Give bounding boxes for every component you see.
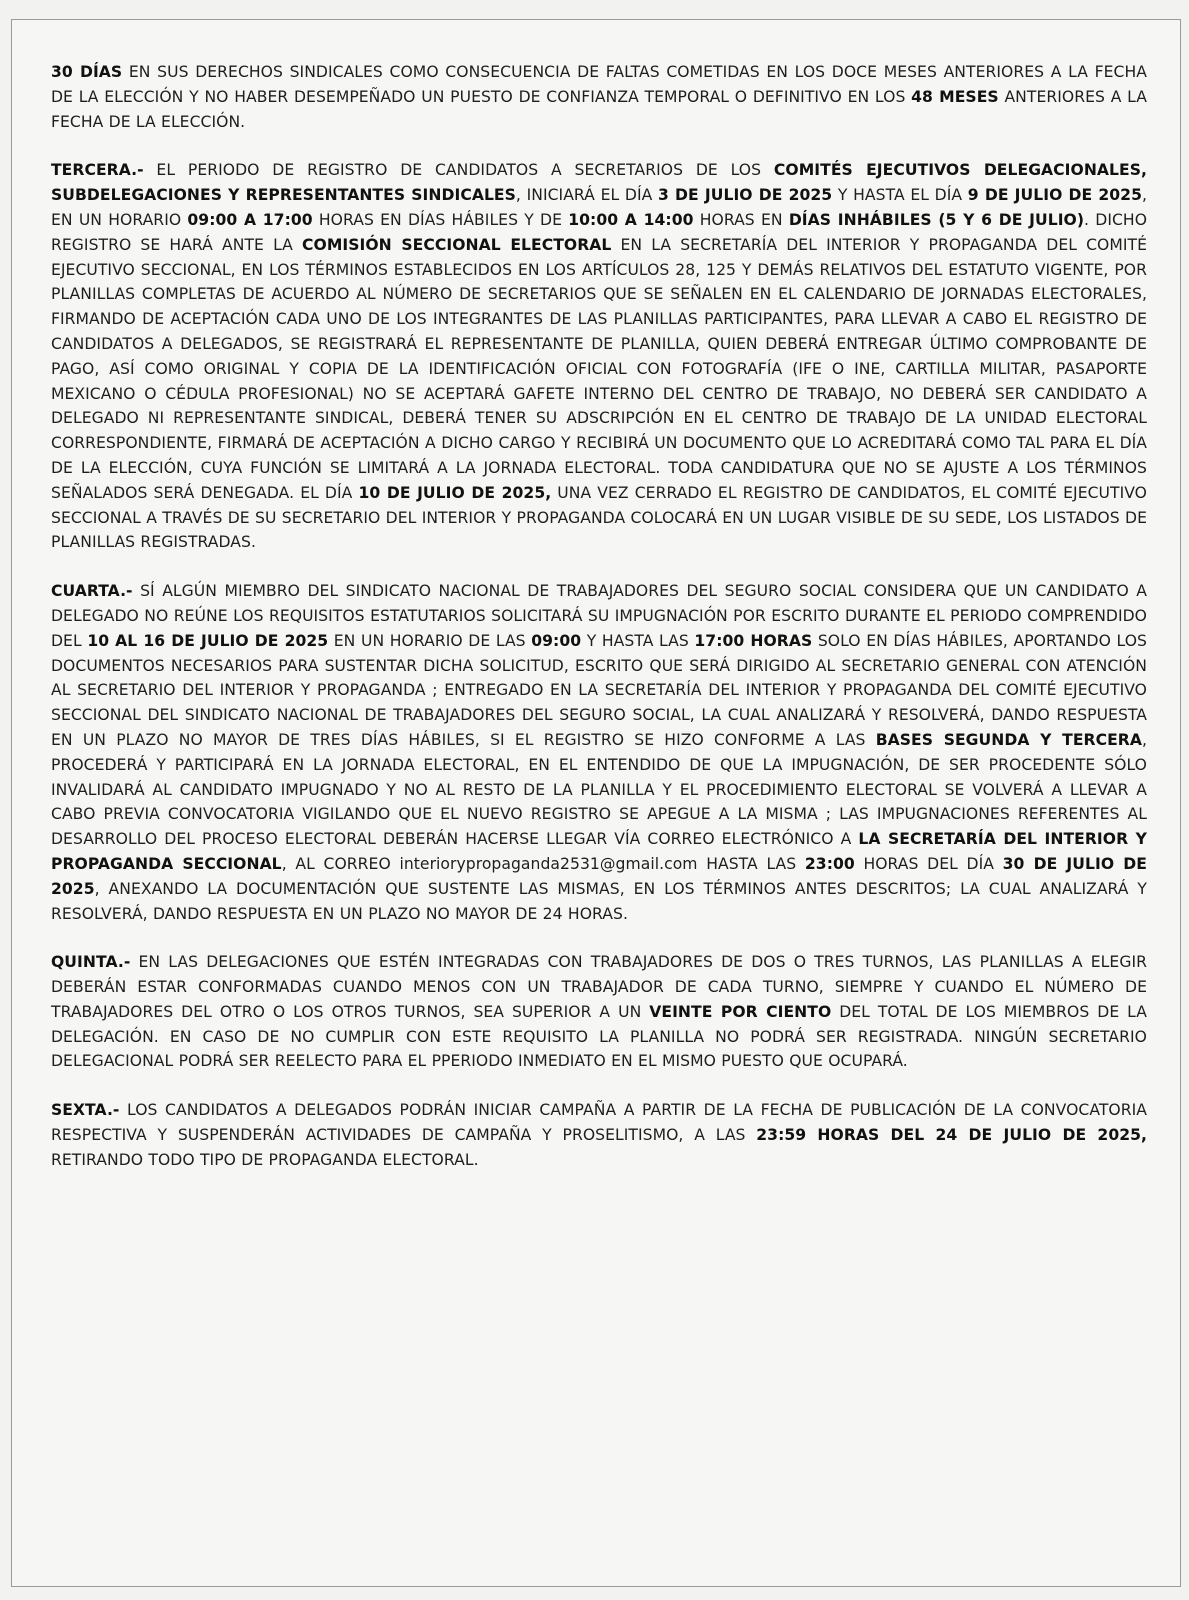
bold-text: 10 AL 16 DE JULIO DE 2025 bbox=[87, 631, 329, 650]
email-address: interiorypropaganda2531@gmail.com bbox=[399, 854, 698, 873]
document-body bbox=[51, 60, 1147, 1173]
bold-text: 10:00 A 14:00 bbox=[568, 210, 694, 229]
bold-text: DÍAS INHÁBILES (5 Y 6 DE JULIO) bbox=[788, 210, 1085, 229]
bold-text: COMITÉS EJECUTIVOS DELEGACIONALES, SUBDELEGACIONES Y REPRESENTANTES SINDICALES bbox=[51, 161, 1147, 205]
body-text: . DICHO REGISTRO SE HARÁ ANTE LA bbox=[51, 210, 1148, 254]
bold-text: 17:00 HORAS bbox=[694, 631, 813, 650]
body-text: SOLO EN DÍAS HÁBILES, APORTANDO LOS DOCUMENTOS NECESARIOS PARA SUSTENTAR DICHA SOLICITUD, ESCRITO QUE SERÁ DIRIGIDO AL SECRETARIO GENERAL CON ATENCIÓN AL SECRETARIO DEL INTERIOR Y PROPAGANDA ; ENTREGADO EN LA SECRETARÍA DEL INTERIOR Y PROPAGANDA DEL COMITÉ EJECUTIVO SECCIONAL DEL SINDICATO NACIONAL DE TRABAJADORES DEL SEGURO SOCIAL, LA CUAL ANALIZARÁ Y RESOLVERÁ, DANDO RESPUESTA EN UN PLAZO NO MAYOR DE TRES DÍAS HÁBILES, SI EL REGISTRO SE HIZO CONFORME A LAS bbox=[51, 631, 1147, 749]
bold-text: 09:00 A 17:00 bbox=[187, 210, 313, 229]
body-text: EN LAS DELEGACIONES QUE ESTÉN INTEGRADAS CON TRABAJADORES DE DOS O TRES TURNOS, LAS PLANILLAS A ELEGIR DEBERÁN ESTAR CONFORMADAS CUANDO MENOS CON UN TRABAJADOR DE CADA TURNO, SIEMPRE Y CUANDO EL NÚMERO DE TRABAJADORES DEL OTRO O LOS OTROS TURNOS, SEA SUPERIOR A UN bbox=[51, 953, 1147, 1021]
body-text: LOS CANDIDATOS A DELEGADOS PODRÁN INICIAR CAMPAÑA A PARTIR DE LA FECHA DE PUBLICACIÓN DE LA CONVOCATORIA RESPECTIVA Y SUSPENDERÁN ACTIVIDADES DE CAMPAÑA Y PROSELITISMO, A LAS bbox=[51, 1101, 1147, 1145]
body-text: HORAS EN DÍAS HÁBILES Y DE bbox=[312, 210, 569, 229]
bold-text: 30 DE JULIO DE 2025 bbox=[51, 854, 1147, 898]
body-text: HORAS EN bbox=[693, 210, 789, 229]
body-text: ANTERIORES A LA FECHA DE LA ELECCIÓN. bbox=[51, 87, 1147, 131]
paragraph-sexta bbox=[51, 1098, 1147, 1172]
body-text: HORAS DEL DÍA bbox=[854, 854, 1003, 873]
body-text: HASTA LAS bbox=[697, 854, 805, 873]
body-text: , AL CORREO bbox=[281, 854, 400, 873]
bold-text: 48 MESES bbox=[911, 87, 999, 106]
body-text: EN SUS DERECHOS SINDICALES COMO CONSECUENCIA DE FALTAS COMETIDAS EN LOS DOCE MESES ANTERIORES A LA FECHA DE LA ELECCIÓN Y NO HABER DESEMPEÑADO UN PUESTO DE CONFIANZA TEMPORAL O DEFINITIVO EN LOS bbox=[51, 63, 1147, 106]
paragraph-cuarta bbox=[51, 579, 1147, 926]
bold-text: QUINTA.- bbox=[51, 953, 131, 972]
bold-text: VEINTE POR CIENTO bbox=[649, 1002, 832, 1021]
paragraph-tercera bbox=[51, 158, 1147, 555]
paragraph-intro bbox=[51, 60, 1147, 134]
body-text: DEL TOTAL DE LOS MIEMBROS DE LA DELEGACIÓN. EN CASO DE NO CUMPLIR CON ESTE REQUISITO LA PLANILLA NO PODRÁ SER REGISTRADA. NINGÚN SECRETARIO DELEGACIONAL PODRÁ SER REELECTO PARA EL PPERIODO INMEDIATO EN EL MISMO PUESTO QUE OCUPARÁ. bbox=[51, 1002, 1147, 1071]
body-text: , INICIARÁ EL DÍA bbox=[515, 186, 658, 205]
body-text: Y HASTA EL DÍA bbox=[832, 186, 968, 205]
body-text: , PROCEDERÁ Y PARTICIPARÁ EN LA JORNADA ELECTORAL, EN EL ENTENDIDO DE QUE LA IMPUGNACIÓN, DE SER PROCEDENTE SÓLO INVALIDARÁ AL CANDIDATO IMPUGNADO Y NO AL RESTO DE LA PLANILLA Y EL PROCEDIMIENTO ELECTORAL SE VOLVERÁ A LLEVAR A CABO PREVIA CONVOCATORIA VIGILANDO QUE EL NUEVO REGISTRO SE APEGUE A LA MISMA ; LAS IMPUGNACIONES REFERENTES AL DESARROLLO DEL PROCESO ELECTORAL DEBERÁN HACERSE LLEGAR VÍA CORREO ELECTRÓNICO A bbox=[51, 730, 1147, 849]
body-text: , EN UN HORARIO bbox=[51, 186, 1148, 229]
bold-text: 23:59 HORAS DEL 24 DE JULIO DE 2025, bbox=[756, 1126, 1147, 1145]
bold-text: 23:00 bbox=[804, 854, 855, 873]
bold-text: 10 DE JULIO DE 2025, bbox=[358, 483, 552, 502]
bold-text: 09:00 bbox=[531, 631, 582, 650]
body-text: EN UN HORARIO DE LAS bbox=[328, 631, 532, 650]
bold-text: BASES SEGUNDA Y TERCERA bbox=[875, 730, 1142, 749]
body-text: UNA VEZ CERRADO EL REGISTRO DE CANDIDATOS, EL COMITÉ EJECUTIVO SECCIONAL A TRAVÉS DE SU SECRETARIO DEL INTERIOR Y PROPAGANDA COLOCARÁ EN UN LUGAR VISIBLE DE SU SEDE, LOS LISTADOS DE PLANILLAS REGISTRADAS. bbox=[51, 483, 1147, 552]
bold-text: 3 DE JULIO DE 2025 bbox=[658, 186, 833, 205]
bold-text: SEXTA.- bbox=[51, 1101, 120, 1120]
document-page bbox=[11, 19, 1181, 1587]
bold-text: 9 DE JULIO DE 2025 bbox=[967, 186, 1142, 205]
body-text: EN LA SECRETARÍA DEL INTERIOR Y PROPAGANDA DEL COMITÉ EJECUTIVO SECCIONAL, EN LOS TÉRMINOS ESTABLECIDOS EN LOS ARTÍCULOS 28, 125 Y DEMÁS RELATIVOS DEL ESTATUTO VIGENTE, POR PLANILLAS COMPLETAS DE ACUERDO AL NÚMERO DE SECRETARIOS QUE SE SEÑALEN EN EL CALENDARIO DE JORNADAS ELECTORALES, FIRMANDO DE ACEPTACIÓN CADA UNO DE LOS INTEGRANTES DE LAS PLANILLAS PARTICIPANTES, PARA LLEVAR A CABO EL REGISTRO DE CANDIDATOS A DELEGADOS, SE REGISTRARÁ EL REPRESENTANTE DE PLANILLA, QUIEN DEBERÁ ENTREGAR ÚLTIMO COMPROBANTE DE PAGO, ASÍ COMO ORIGINAL Y COPIA DE LA IDENTIFICACIÓN OFICIAL CON FOTOGRAFÍA (IFE O INE, CARTILLA MILITAR, PASAPORTE MEXICANO O CÉDULA PROFESIONAL) NO SE ACEPTARÁ GAFETE INTERNO DEL CENTRO DE TRABAJO, NO DEBERÁ SER CANDIDATO A DELEGADO NI REPRESENTANTE SINDICAL, DEBERÁ TENER SU ADSCRIPCIÓN EN EL CENTRO DE TRABAJO DE LA UNIDAD ELECTORAL CORRESPONDIENTE, FIRMARÁ DE ACEPTACIÓN A DICHO CARGO Y RECIBIRÁ UN DOCUMENTO QUE LO ACREDITARÁ COMO TAL PARA EL DÍA DE LA ELECCIÓN, CUYA FUNCIÓN SE LIMITARÁ A LA JORNADA ELECTORAL. TODA CANDIDATURA QUE NO SE AJUSTE A LOS TÉRMINOS SEÑALADOS SERÁ DENEGADA. EL DÍA bbox=[51, 235, 1147, 502]
bold-text: COMISIÓN SECCIONAL ELECTORAL bbox=[302, 235, 612, 254]
body-text: Y HASTA LAS bbox=[581, 631, 695, 650]
body-text: , ANEXANDO LA DOCUMENTACIÓN QUE SUSTENTE LAS MISMAS, EN LOS TÉRMINOS ANTES DESCRITOS; LA CUAL ANALIZARÁ Y RESOLVERÁ, DANDO RESPUESTA EN UN PLAZO NO MAYOR DE 24 HORAS. bbox=[51, 879, 1147, 923]
bold-text: 30 DÍAS bbox=[51, 63, 123, 81]
bold-text: LA SECRETARÍA DEL INTERIOR Y PROPAGANDA SECCIONAL bbox=[51, 830, 1147, 873]
bold-text: CUARTA.- bbox=[51, 582, 133, 601]
body-text: EL PERIODO DE REGISTRO DE CANDIDATOS A SECRETARIOS DE LOS bbox=[143, 161, 774, 180]
body-text: SÍ ALGÚN MIEMBRO DEL SINDICATO NACIONAL DE TRABAJADORES DEL SEGURO SOCIAL CONSIDERA QUE UN CANDIDATO A DELEGADO NO REÚNE LOS REQUISITOS ESTATUTARIOS SOLICITARÁ SU IMPUGNACIÓN POR ESCRITO DURANTE EL PERIODO COMPRENDIDO DEL bbox=[51, 582, 1147, 650]
paragraph-quinta bbox=[51, 950, 1147, 1074]
bold-text: TERCERA.- bbox=[51, 161, 144, 180]
body-text: RETIRANDO TODO TIPO DE PROPAGANDA ELECTORAL. bbox=[51, 1150, 479, 1169]
